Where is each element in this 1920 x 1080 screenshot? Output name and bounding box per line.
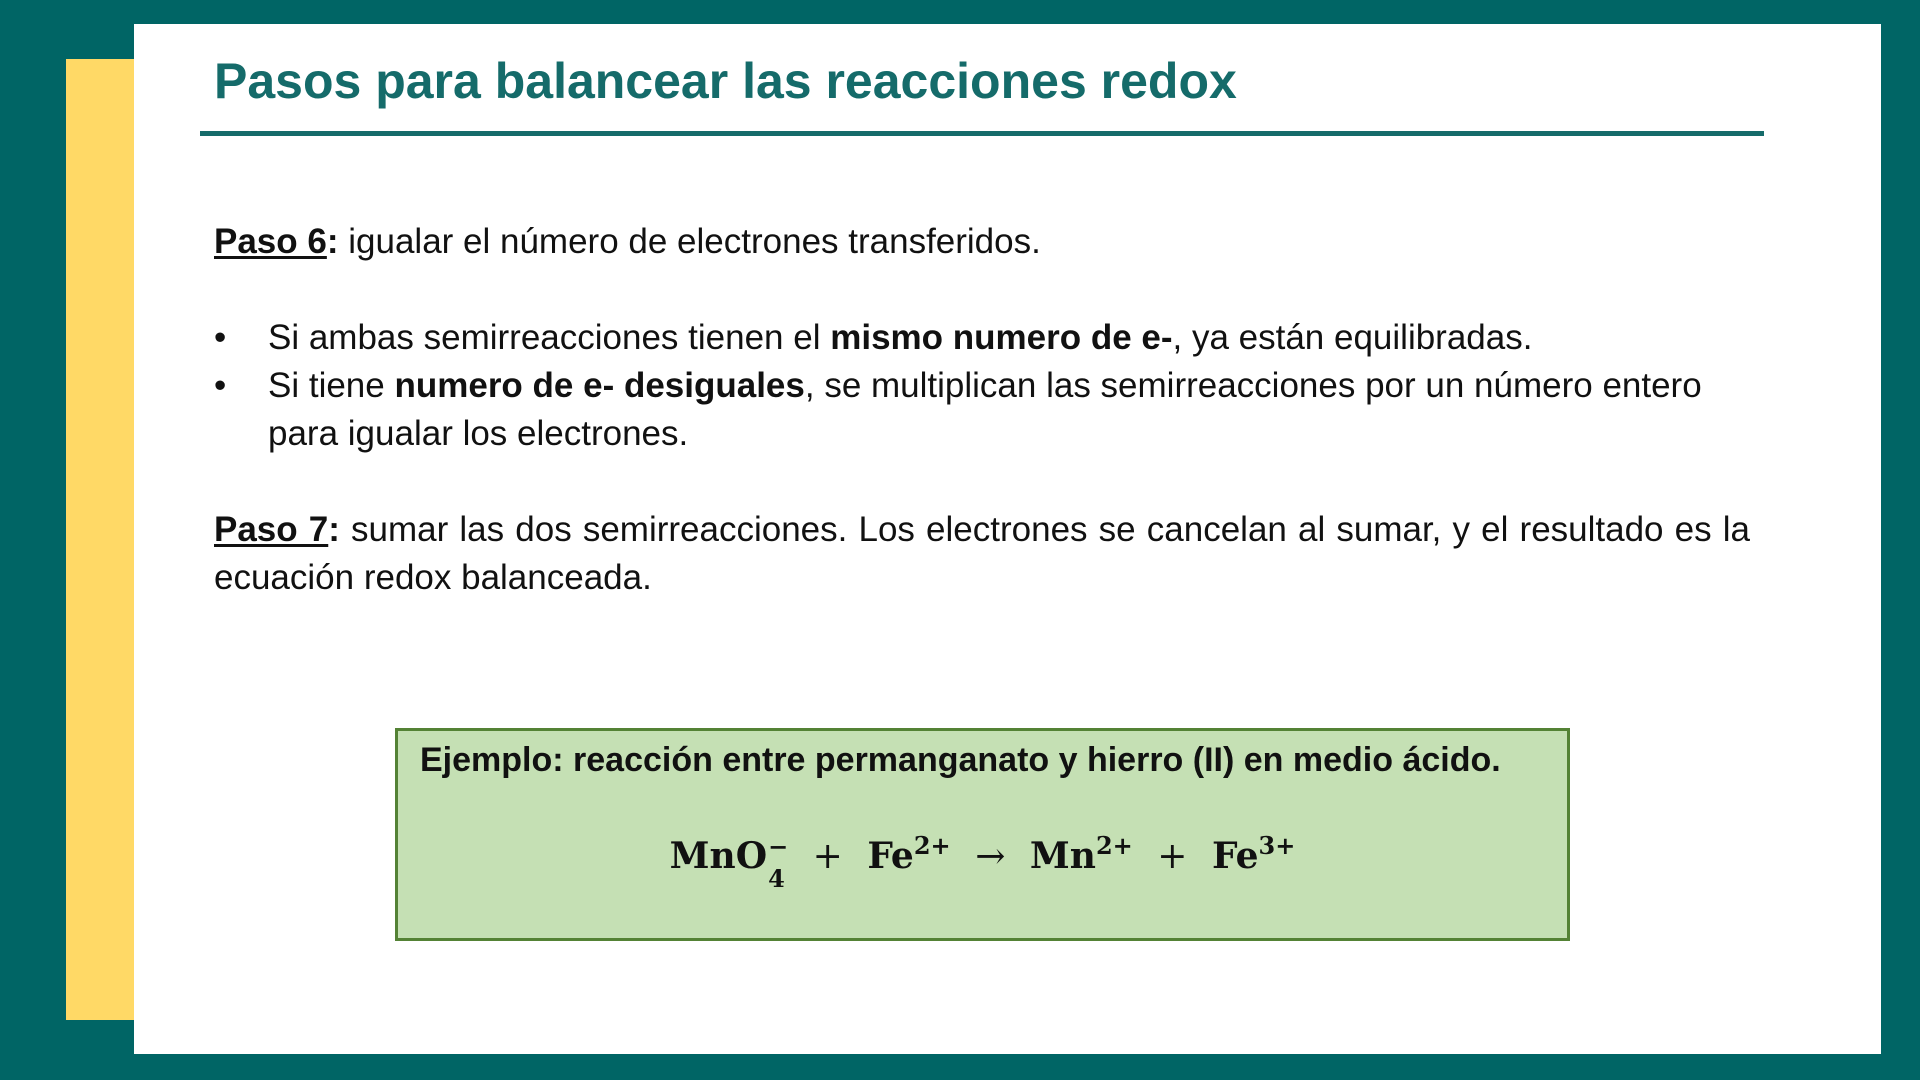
permanganate-ion: MnO − 4 bbox=[669, 832, 789, 893]
manganese-ii-ion: $Mn^{2+}$ bbox=[1029, 831, 1133, 877]
iron-ii-ion: $Fe^{2+}$ bbox=[867, 831, 951, 877]
step-7-text: sumar las dos semirreacciones. Los electrones se cancelan al sumar, y el resultado es la ecuación redox balanceada. bbox=[214, 510, 1750, 597]
plus-sign: + bbox=[1157, 836, 1188, 877]
step-7-paragraph bbox=[214, 506, 1750, 602]
example-box bbox=[395, 728, 1570, 941]
plus-sign: + bbox=[812, 836, 843, 877]
accent-bar bbox=[66, 59, 136, 1020]
bullet-emphasis: numero de e- desiguales bbox=[394, 366, 805, 405]
step-6-text: igualar el número de electrones transferidos. bbox=[338, 222, 1041, 261]
step-6-paragraph bbox=[214, 218, 1750, 266]
bullet-emphasis: mismo numero de e- bbox=[830, 318, 1173, 357]
title-underline bbox=[200, 131, 1764, 136]
slide bbox=[134, 24, 1881, 1054]
bullet-item-unequal-electrons: • Si tiene numero de e- desiguales, se multiplican las semirreacciones por un número entero para igualar los electrones. bbox=[214, 362, 1750, 458]
redox-equation bbox=[398, 831, 1567, 893]
slide-title: Pasos para balancear las reacciones redox bbox=[214, 53, 1237, 109]
bullet-marker: • bbox=[214, 366, 227, 405]
iron-iii-ion: $Fe^{3+}$ bbox=[1212, 831, 1296, 877]
bullet-item-same-electrons: • Si ambas semirreacciones tienen el mismo numero de e-, ya están equilibradas. bbox=[214, 314, 1750, 362]
example-title: Ejemplo: reacción entre permanganato y hierro (II) en medio ácido. bbox=[420, 741, 1501, 779]
bullet-list bbox=[214, 314, 1750, 458]
step-6-label: Paso 6: bbox=[214, 222, 339, 261]
bullet-marker: • bbox=[214, 318, 227, 357]
step-7-label: Paso 7: bbox=[214, 510, 340, 549]
reaction-arrow: → bbox=[975, 836, 1006, 877]
